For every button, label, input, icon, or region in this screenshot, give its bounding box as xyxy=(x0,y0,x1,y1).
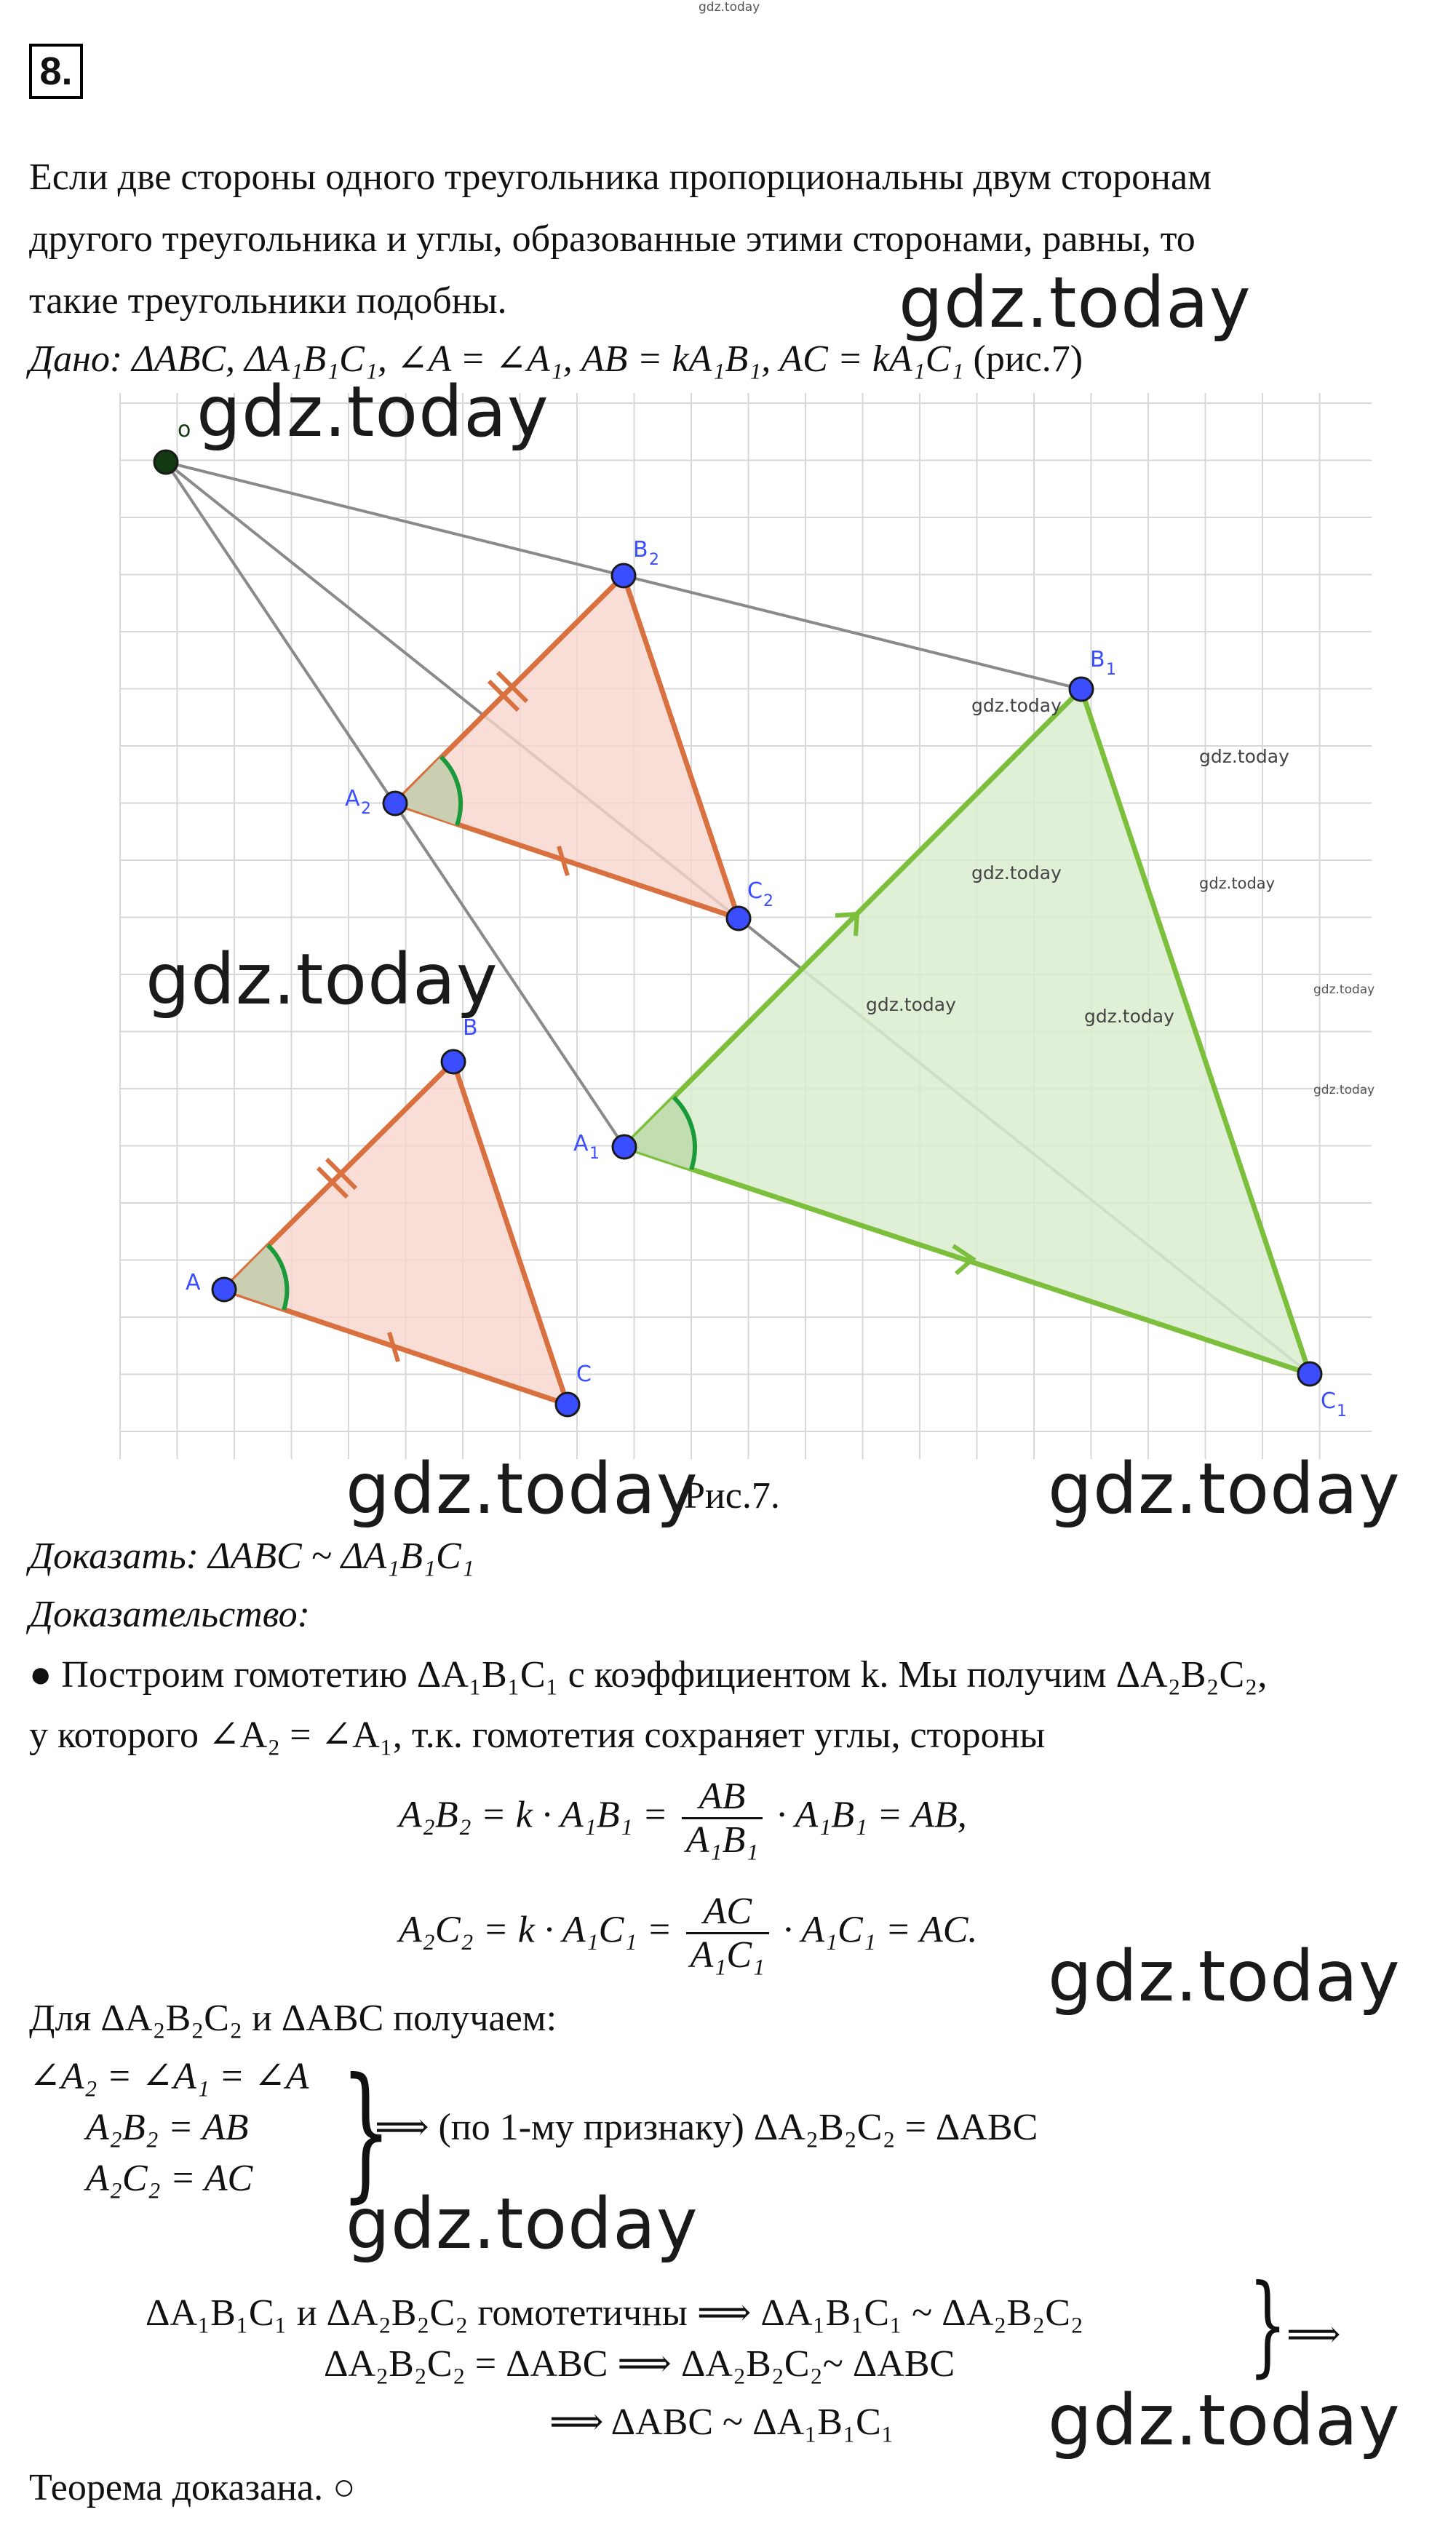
proof-label: Доказательство: xyxy=(29,1594,310,1635)
watermark: gdz.today xyxy=(196,371,549,453)
watermark-small: gdz.today xyxy=(1084,1006,1174,1027)
point-b xyxy=(442,1050,465,1073)
statement-line-2: другого треугольника и углы, образованные этими сторонами, равны, то xyxy=(29,218,1196,260)
point-c xyxy=(556,1393,579,1416)
prove-label: Доказать xyxy=(29,1535,186,1577)
label-c: C xyxy=(576,1362,592,1387)
fraction-ac: $\frac{AC}{\text{A₁C₁}}$ xyxy=(686,1891,770,1976)
label-o: o xyxy=(178,417,191,442)
equation-1: A₂B₂ = k · A₁B₁ = $\frac{AB}{\text{A₁B₁}}$ · A₁B₁ = AB, xyxy=(399,1776,967,1862)
label-a2: A xyxy=(345,786,360,811)
watermark-small: gdz.today xyxy=(971,862,1062,883)
proof-line-1: ● Построим гомотетию ΔA₁B₁C₁ с коэффициентом k. Мы получим ΔA₂B₂C₂, xyxy=(29,1654,1268,1696)
point-b2 xyxy=(612,564,635,587)
conclusion: Теорема доказана. ○ xyxy=(29,2467,356,2508)
label-b1-sub: 1 xyxy=(1106,661,1116,679)
point-o xyxy=(154,450,178,474)
watermark-tiny: gdz.today xyxy=(1313,1083,1375,1097)
statement-line-1: Если две стороны одного треугольника пропорциональны двум сторонам xyxy=(29,156,1212,198)
given-content: : ΔABC, ΔA₁B₁C₁, ∠A = ∠A₁, AB = kA₁B₁, AC = kA₁C₁ xyxy=(109,338,964,380)
figure-caption: Рис.7. xyxy=(684,1475,780,1517)
system1-line-1: ∠A₂ = ∠A₁ = ∠A xyxy=(29,2056,309,2097)
top-watermark: gdz.today xyxy=(699,0,760,15)
watermark: gdz.today xyxy=(1048,2380,1401,2461)
watermark-small: gdz.today xyxy=(866,994,956,1015)
label-a1: A xyxy=(573,1131,589,1156)
system1-line-3: A₂C₂ = AC xyxy=(86,2158,253,2199)
label-c2: C xyxy=(747,878,763,904)
prove-line xyxy=(29,1528,474,1585)
final-line: ⟹ ΔABC ~ ΔA₁B₁C₁ xyxy=(549,2401,894,2443)
label-b2-sub: 2 xyxy=(649,551,659,569)
fraction-ab: $\frac{AB}{\text{A₁B₁}}$ xyxy=(682,1776,763,1861)
label-a: A xyxy=(186,1270,201,1295)
problem-number: 8. xyxy=(29,44,83,99)
system1-line-2: A₂B₂ = AB xyxy=(86,2107,249,2148)
point-a xyxy=(212,1278,236,1301)
watermark-small: gdz.today xyxy=(1199,875,1276,892)
watermark: gdz.today xyxy=(346,2183,699,2265)
point-a1 xyxy=(613,1135,636,1159)
watermark: gdz.today xyxy=(1048,1448,1401,1530)
proof-line-2: у которого ∠A₂ = ∠A₁, т.к. гомотетия сохраняет углы, стороны xyxy=(29,1715,1046,1756)
system2-arrow: ⟹ xyxy=(1286,2314,1341,2356)
watermark: gdz.today xyxy=(1048,1936,1401,2017)
prove-content: : ΔABC ~ ΔA₁B₁C₁ xyxy=(186,1535,474,1577)
point-c2 xyxy=(727,907,750,930)
watermark: gdz.today xyxy=(146,939,498,1020)
for-line: Для ΔA₂B₂C₂ и ΔABC получаем: xyxy=(29,1998,557,2039)
label-a1-sub: 1 xyxy=(589,1145,600,1163)
given-ref: (рис.7) xyxy=(973,338,1083,380)
label-b2: B xyxy=(633,537,648,563)
system2-line-2: ΔA₂B₂C₂ = ΔABC ⟹ ΔA₂B₂C₂~ ΔABC xyxy=(324,2343,955,2385)
equation-2: A₂C₂ = k · A₁C₁ = $\frac{AC}{\text{A₁C₁}}$ · A₁C₁ = AC. xyxy=(399,1891,978,1976)
watermark-small: gdz.today xyxy=(1199,746,1289,767)
system2-line-1: ΔA₁B₁C₁ и ΔA₂B₂C₂ гомотетичны ⟹ ΔA₁B₁C₁ ~ ΔA₂B₂C₂ xyxy=(146,2292,1084,2334)
statement-line-3: такие треугольники подобны. xyxy=(29,280,507,322)
point-c1 xyxy=(1298,1362,1321,1386)
label-a2-sub: 2 xyxy=(361,800,371,818)
label-c2-sub: 2 xyxy=(763,892,773,910)
watermark: gdz.today xyxy=(346,1448,699,1530)
watermark-small: gdz.today xyxy=(971,695,1062,716)
point-a2 xyxy=(383,792,407,815)
given-label: Дано xyxy=(29,338,110,380)
system1-result: ⟹ (по 1-му признаку) ΔA₂B₂C₂ = ΔABC xyxy=(375,2107,1038,2148)
watermark-tiny: gdz.today xyxy=(1313,982,1375,997)
label-b1: B xyxy=(1090,647,1105,672)
label-c1: C xyxy=(1321,1388,1336,1414)
point-b1 xyxy=(1070,678,1093,701)
system2-brace: } xyxy=(1249,2262,1287,2388)
label-c1-sub: 1 xyxy=(1337,1402,1347,1421)
system1-brace: } xyxy=(341,2047,391,2217)
label-b: B xyxy=(463,1015,478,1041)
watermark: gdz.today xyxy=(899,262,1252,343)
